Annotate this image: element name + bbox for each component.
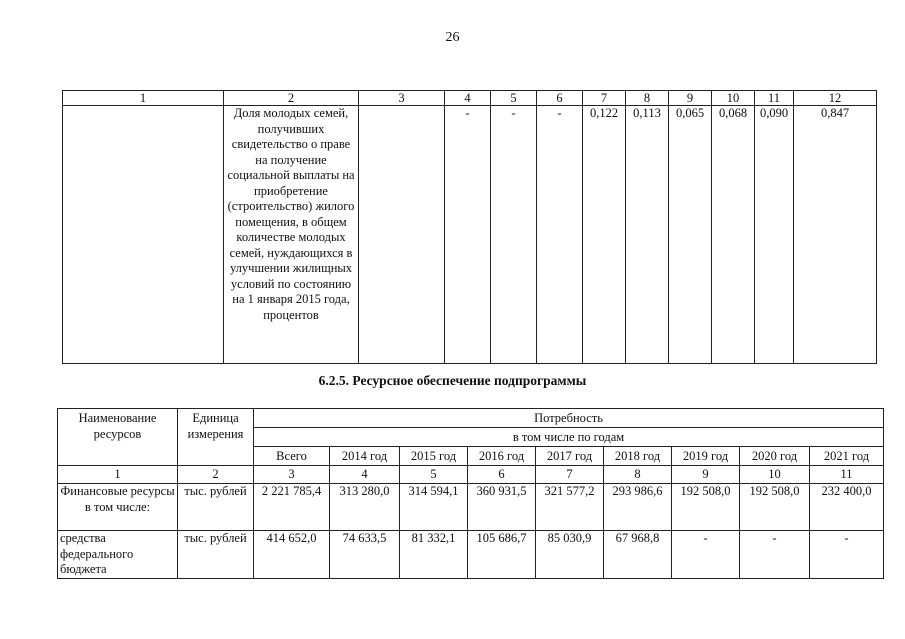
value-cell: 360 931,5 — [468, 484, 536, 531]
header-cell: 12 — [794, 91, 877, 106]
cell: 0,847 — [794, 106, 877, 364]
indicator-row — [63, 106, 877, 364]
header-cell: 11 — [755, 91, 794, 106]
cell — [63, 106, 224, 364]
cell: 0,090 — [755, 106, 794, 364]
number-cell: 6 — [468, 466, 536, 484]
number-cell: 10 — [740, 466, 810, 484]
value-cell: 105 686,7 — [468, 531, 536, 579]
subheader-cell: 2021 год — [810, 447, 884, 466]
header-cell: 9 — [669, 91, 712, 106]
value-cell: - — [810, 531, 884, 579]
unit-cell: тыс. рублей — [178, 531, 254, 579]
indicator-table — [62, 90, 877, 364]
section-title: 6.2.5. Ресурсное обеспечение подпрограммы — [318, 373, 587, 388]
header-cell: 7 — [583, 91, 626, 106]
page-number: 26 — [445, 30, 460, 45]
subheader-cell: 2014 год — [330, 447, 400, 466]
number-cell: 11 — [810, 466, 884, 484]
subheader-cell: Всего — [254, 447, 330, 466]
header-cell: 2 — [224, 91, 359, 106]
unit-cell: тыс. рублей — [178, 484, 254, 531]
by-years-header: в том числе по годам — [254, 428, 884, 447]
subheader-cell: 2019 год — [672, 447, 740, 466]
table-row — [58, 484, 884, 531]
resource-name: Финансовые ресурсы в том числе: — [58, 484, 178, 531]
header-cell: 6 — [537, 91, 583, 106]
value-cell: 321 577,2 — [536, 484, 604, 531]
value-cell: 67 968,8 — [604, 531, 672, 579]
value-cell: 81 332,1 — [400, 531, 468, 579]
header-cell: 5 — [491, 91, 537, 106]
value-cell: 192 508,0 — [672, 484, 740, 531]
number-cell: 3 — [254, 466, 330, 484]
cell: 0,068 — [712, 106, 755, 364]
indicator-description: Доля молодых семей, получивших свидетельство о праве на получение социальной выплаты на приобретение (строительство) жилого помещения, в общем количестве молодых семей, нуждающихся в улучшении жилищных условий по состоянию на 1 января 2015 года, процентов — [224, 106, 359, 364]
header-cell: 1 — [63, 91, 224, 106]
value-cell: 314 594,1 — [400, 484, 468, 531]
subheader-cell: 2017 год — [536, 447, 604, 466]
value-cell: 232 400,0 — [810, 484, 884, 531]
table-row — [58, 531, 884, 579]
resource-number-row — [58, 466, 884, 484]
subheader-cell: 2020 год — [740, 447, 810, 466]
number-cell: 1 — [58, 466, 178, 484]
subheader-cell: 2016 год — [468, 447, 536, 466]
resource-header-row — [58, 409, 884, 428]
subheader-cell: 2015 год — [400, 447, 468, 466]
unit-header: Единица измерения — [178, 409, 254, 466]
value-cell: 192 508,0 — [740, 484, 810, 531]
cell: 0,065 — [669, 106, 712, 364]
number-cell: 8 — [604, 466, 672, 484]
header-cell: 4 — [445, 91, 491, 106]
header-cell: 8 — [626, 91, 669, 106]
subheader-cell: 2018 год — [604, 447, 672, 466]
number-cell: 2 — [178, 466, 254, 484]
value-cell: 414 652,0 — [254, 531, 330, 579]
cell: - — [445, 106, 491, 364]
number-cell: 4 — [330, 466, 400, 484]
resource-table — [57, 408, 884, 579]
number-cell: 7 — [536, 466, 604, 484]
number-cell: 9 — [672, 466, 740, 484]
cell: - — [491, 106, 537, 364]
header-cell: 10 — [712, 91, 755, 106]
value-cell: - — [672, 531, 740, 579]
cell: 0,113 — [626, 106, 669, 364]
indicator-header-row — [63, 91, 877, 106]
value-cell: 313 280,0 — [330, 484, 400, 531]
cell: 0,122 — [583, 106, 626, 364]
resource-name-header: Наименование ресурсов — [58, 409, 178, 466]
cell — [359, 106, 445, 364]
number-cell: 5 — [400, 466, 468, 484]
resource-name: средства федерального бюджета — [58, 531, 178, 579]
value-cell: 74 633,5 — [330, 531, 400, 579]
cell: - — [537, 106, 583, 364]
value-cell: - — [740, 531, 810, 579]
header-cell: 3 — [359, 91, 445, 106]
value-cell: 2 221 785,4 — [254, 484, 330, 531]
need-header: Потребность — [254, 409, 884, 428]
value-cell: 293 986,6 — [604, 484, 672, 531]
value-cell: 85 030,9 — [536, 531, 604, 579]
